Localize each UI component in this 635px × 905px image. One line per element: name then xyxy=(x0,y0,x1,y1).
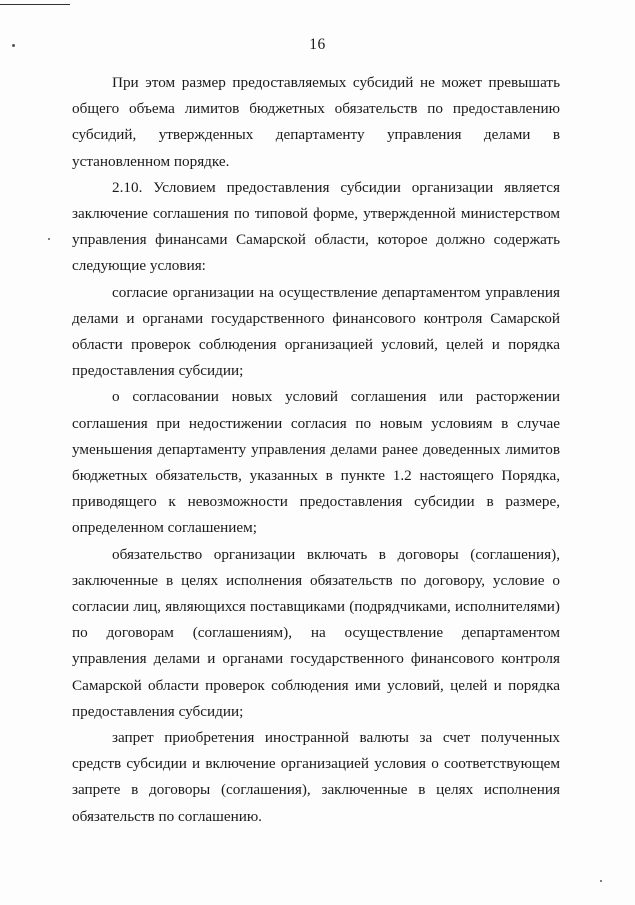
scan-speck xyxy=(600,880,602,882)
paragraph: запрет приобретения иностранной валюты за счет полученных средств субсидии и включение организацией условия о соответствующем запрете в договоры (соглашения), заключенные в целях исполнения обязательств по соглашению. xyxy=(72,729,560,825)
paragraph: обязательство организации включать в договоры (соглашения), заключенные в целях исполнения обязательств по договору, условие о согласии лиц, являющихся поставщиками (подрядчиками, исполнителями) по договорам (соглашениям), на осуществление департаментом управления делами и органами государственного финансового контроля Самарской области проверок соблюдения ими условий, целей и порядка предоставления субсидии; xyxy=(72,545,560,720)
scan-speck xyxy=(48,238,50,240)
paragraph: согласие организации на осуществление департаментом управления делами и органами государственного финансового контроля Самарской области проверок соблюдения организацией условий, целей и порядка предоставления субсидии; xyxy=(72,283,560,380)
document-body xyxy=(72,70,560,830)
page-number: 16 xyxy=(309,36,326,53)
paragraph: о согласовании новых условий соглашения или расторжении соглашения при недостижении согласия по новым условиям в случае уменьшения департаменту управления делами ранее доведенных лимитов бюджетных обязательств, указанных в пункте 1.2 настоящего Порядка, приводящего к невозможности предоставления субсидии в размере, определенном соглашением; xyxy=(72,388,560,537)
scan-edge-line xyxy=(0,4,70,5)
paragraph: При этом размер предоставляемых субсидий не может превышать общего объема лимитов бюджетных обязательств по предоставлению субсидий, утвержденных департаменту управления делами в установленном порядке. xyxy=(72,74,560,170)
paragraph: 2.10. Условием предоставления субсидии организации является заключение соглашения по типовой форме, утвержденной министерством управления финансами Самарской области, которое должно содержать следующие условия: xyxy=(72,178,560,275)
